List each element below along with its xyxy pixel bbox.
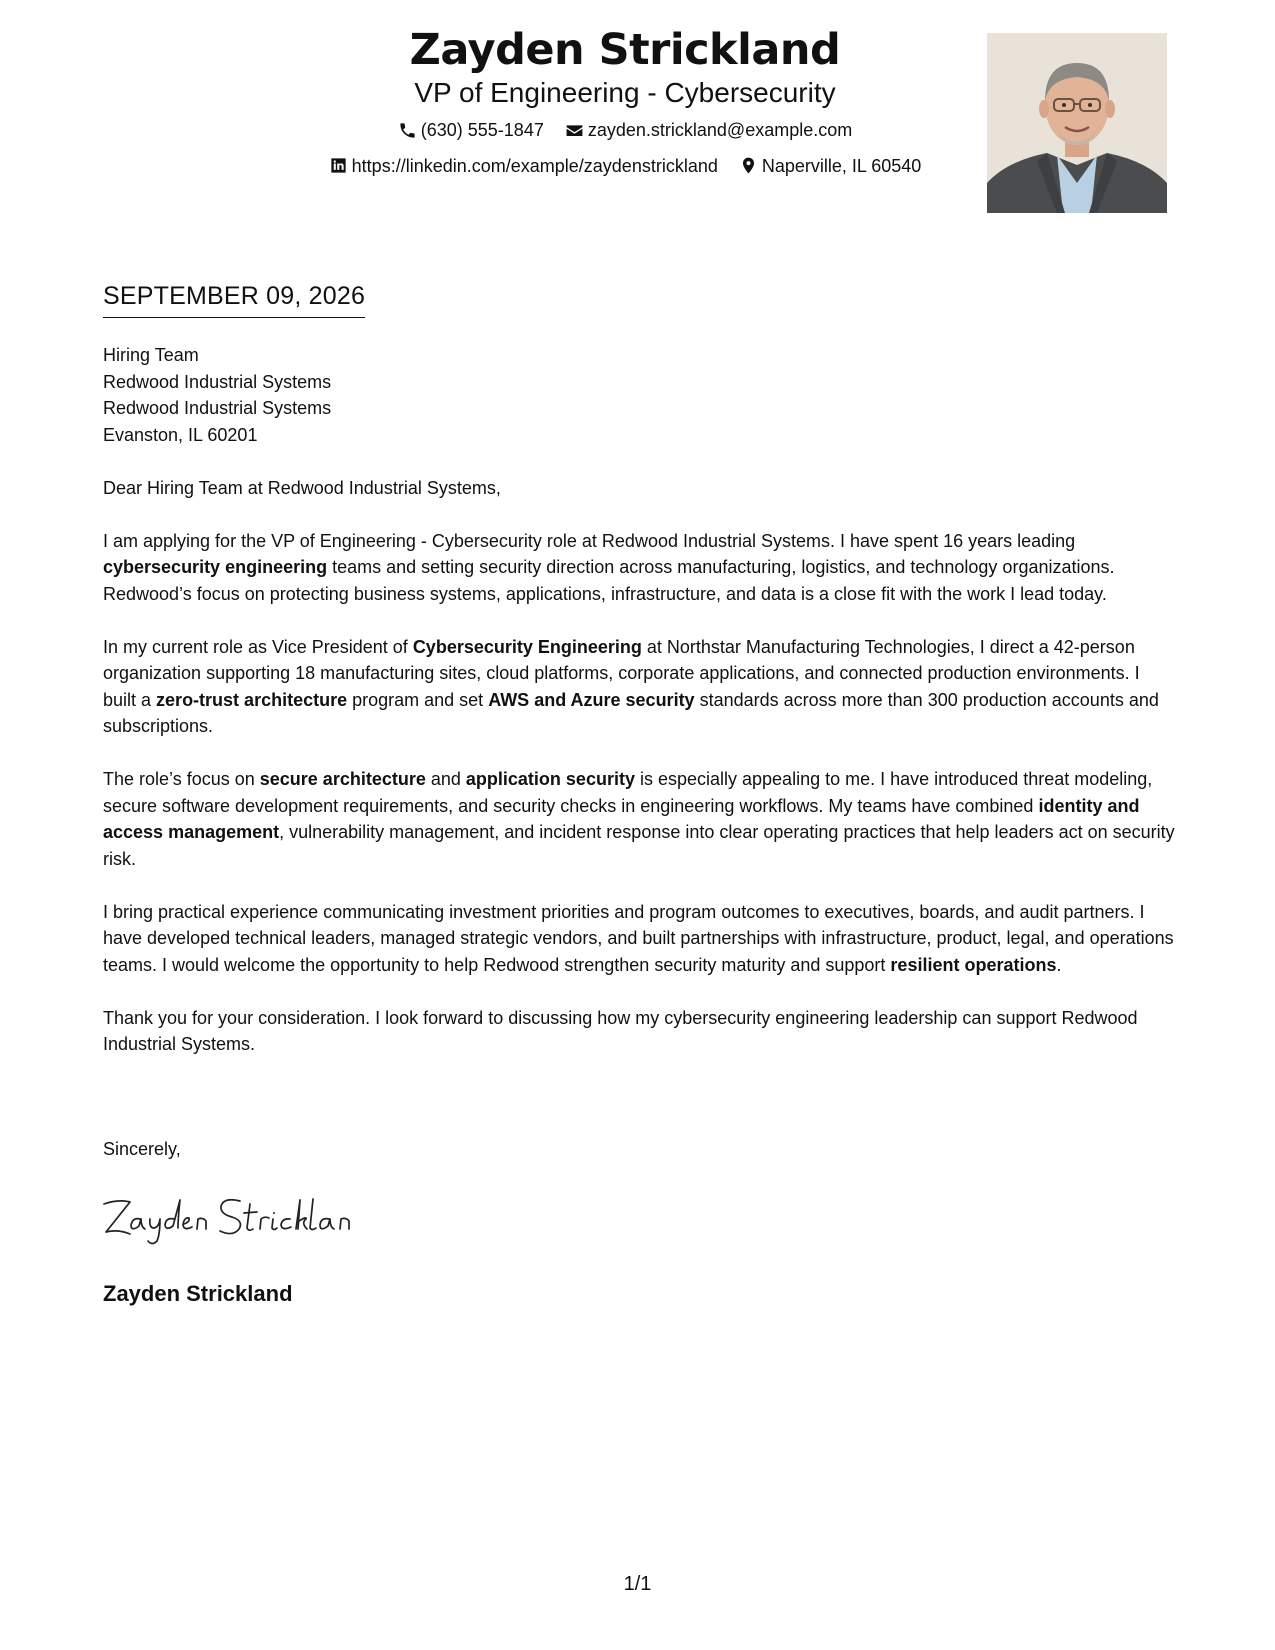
emphasis-text: zero-trust architecture [156, 689, 348, 710]
closing-phrase: Sincerely, [103, 1139, 181, 1159]
recipient-block [103, 342, 1175, 448]
email-contact[interactable] [565, 118, 852, 142]
phone-number: (630) 555-1847 [420, 120, 544, 140]
phone-icon [398, 121, 417, 140]
contact-line-secondary [240, 154, 1010, 182]
emphasis-text: identity and access management [103, 795, 1140, 842]
emphasis-text: resilient operations [890, 954, 1057, 975]
location-contact [739, 154, 921, 178]
text-run: at Northstar Manufacturing Technologies, I direct a 42-person organization supporting 18 manufacturing sites, cloud platforms, corporate applications, and connected production environments. I built a [103, 636, 1140, 710]
body-paragraph-5 [103, 1005, 1175, 1058]
text-run: , vulnerability management, and incident response into clear operating practices that help leaders act on security risk. [103, 822, 1175, 869]
portrait-illustration [987, 33, 1167, 213]
salutation: Dear Hiring Team at Redwood Industrial Systems, [103, 477, 501, 498]
text-run: teams and setting security direction across manufacturing, logistics, and technology organizations. Redwood’s focus on protecting business systems, applications, infrastructure, and data is a close fit with the work I lead today. [103, 557, 1115, 604]
email-address[interactable]: zayden.strickland@example.com [587, 120, 853, 140]
letter-body [103, 342, 1175, 1084]
text-run: is especially appealing to me. I have introduced threat modeling, secure software development requirements, and security checks in engineering workflows. My teams have combined [103, 769, 1153, 816]
linkedin-icon [329, 156, 348, 175]
linkedin-url[interactable]: https://linkedin.com/example/zaydenstrickland [351, 155, 718, 176]
page-number: 1/1 [623, 1573, 652, 1595]
text-run: program and set [347, 689, 489, 710]
emphasis-text: cybersecurity engineering [103, 557, 328, 577]
phone-contact [398, 118, 544, 142]
body-paragraph-3 [103, 766, 1175, 872]
map-pin-icon [739, 156, 758, 175]
text-run: I bring practical experience communicating investment priorities and program outcomes to executives, boards, and audit partners. I have developed technical leaders, managed strategic vendors, and built partnerships with infrastructure, product, legal, and operations teams. I would welcome the opportunity to help Redwood strengthen security maturity and support [103, 901, 1174, 975]
linkedin-contact[interactable] [329, 154, 718, 178]
letter-date: SEPTEMBER 09, 2026 [103, 281, 365, 318]
applicant-title: VP of Engineering - Cybersecurity [414, 77, 836, 108]
recipient-line: Redwood Industrial Systems [103, 398, 332, 418]
text-run: The role’s focus on [103, 769, 260, 789]
emphasis-text: application security [465, 769, 635, 789]
text-run: In my current role as Vice President of [103, 636, 413, 657]
handwritten-signature [100, 1188, 370, 1248]
applicant-name: Zayden Strickland [409, 25, 841, 75]
text-run: I am applying for the VP of Engineering - Cybersecurity role at Redwood Industrial Systems. I have spent 16 years leading [103, 530, 1076, 551]
emphasis-text: Cybersecurity Engineering [412, 636, 642, 657]
recipient-line: Evanston, IL 60201 [103, 424, 258, 445]
text-run: standards across more than 300 production accounts and subscriptions. [103, 689, 1159, 736]
emphasis-text: AWS and Azure security [488, 689, 695, 710]
recipient-line: Hiring Team [103, 345, 199, 365]
contact-line-primary [240, 118, 1010, 146]
body-paragraph-4 [103, 899, 1175, 979]
recipient-line: Redwood Industrial Systems [103, 371, 332, 392]
body-paragraph-2 [103, 634, 1175, 740]
body-paragraph-1 [103, 528, 1175, 608]
profile-photo [987, 33, 1167, 213]
text-run: . [1056, 954, 1062, 975]
text-run: Thank you for your consideration. I look forward to discussing how my cybersecurity engineering leadership can support Redwood Industrial Systems. [103, 1007, 1138, 1054]
signer-name: Zayden Strickland [103, 1281, 293, 1306]
emphasis-text: secure architecture [259, 769, 426, 789]
letter-header [240, 24, 1010, 181]
envelope-icon [565, 121, 584, 140]
location-text: Naperville, IL 60540 [761, 155, 922, 176]
text-run: and [425, 769, 466, 789]
